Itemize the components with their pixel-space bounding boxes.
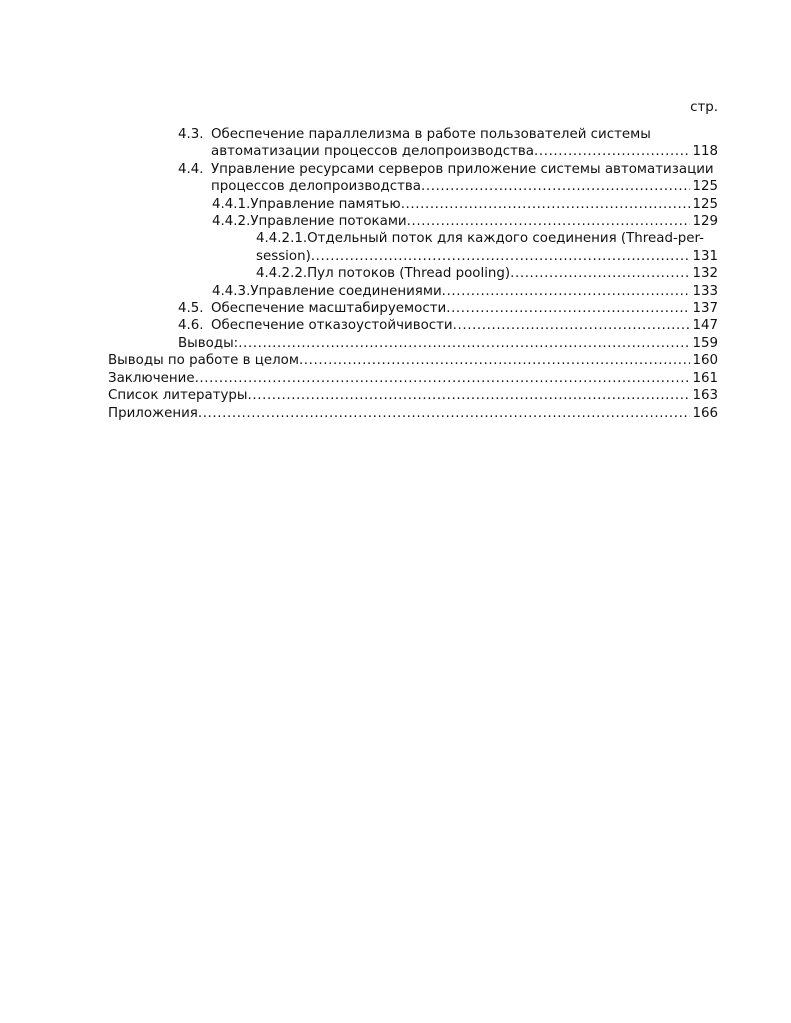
toc-title-line2: session) (256, 248, 311, 264)
toc-page-number: 159 (692, 335, 718, 351)
toc-leader (446, 300, 690, 317)
toc-entry-4-4-2-2[interactable] (256, 265, 718, 282)
toc-title: Обеспечение отказоустойчивости (211, 318, 453, 334)
toc-leader (510, 265, 690, 282)
toc-page-number: 163 (692, 388, 718, 404)
toc-entry-vyvody-total[interactable] (108, 352, 718, 369)
toc-title: Обеспечение масштабируемости (211, 301, 447, 317)
toc-title-line1: Управление ресурсами серверов приложение системы автоматизации (211, 161, 714, 177)
toc-title: 4.4.2.Управление потоками (212, 214, 407, 230)
toc-number: 4.4. (178, 161, 204, 177)
toc-entry-4-4-2-1[interactable] (256, 230, 718, 265)
toc-page-number: 160 (692, 353, 718, 369)
toc-title-line1: Обеспечение параллелизма в работе пользователей системы (211, 127, 651, 142)
toc-entry-4-4-3[interactable] (212, 283, 718, 300)
toc-page-number: 131 (692, 248, 718, 264)
toc-title: 4.4.2.2.Пул потоков (Thread pooling) (256, 266, 511, 282)
toc-entry-references[interactable] (108, 387, 718, 404)
toc-entry-appendix[interactable] (108, 405, 718, 422)
toc-number: 4.3. (178, 127, 204, 142)
toc-leader (248, 387, 691, 404)
toc-page-number: 161 (692, 370, 718, 386)
toc-page-number: 125 (692, 196, 718, 212)
toc-entry-4-4[interactable] (178, 161, 718, 196)
toc-leader (442, 283, 691, 300)
toc-title: Список литературы (108, 388, 248, 404)
toc-leader (401, 196, 691, 213)
toc-entry-4-3[interactable] (178, 126, 718, 161)
toc-page-number: 129 (692, 214, 718, 230)
toc-entry-vyvody[interactable] (178, 335, 718, 352)
toc-leader (299, 352, 690, 369)
toc-page-number: 132 (692, 266, 718, 282)
toc-entry-4-4-1[interactable] (212, 196, 718, 213)
toc-leader (195, 370, 691, 387)
toc-leader (453, 317, 691, 334)
toc-number: 4.5. (178, 301, 204, 317)
toc-title: 4.4.1.Управление памятью (212, 196, 401, 212)
toc-entry-conclusion[interactable] (108, 370, 718, 387)
toc-leader (198, 405, 691, 422)
toc-page-number: 166 (692, 405, 718, 421)
toc-leader (421, 178, 690, 195)
page-column-label: стр. (690, 100, 718, 115)
toc-entry-4-6[interactable] (178, 317, 718, 334)
toc-number: 4.6. (178, 318, 204, 334)
toc-title: Заключение (108, 370, 195, 386)
toc-title: 4.4.3.Управление соединениями (212, 283, 442, 299)
toc-page-number: 125 (692, 179, 718, 195)
toc-title: Выводы по работе в целом (108, 353, 299, 369)
toc-title-line1: 4.4.2.1.Отдельный поток для каждого соединения (Thread-per- (256, 231, 704, 247)
toc-leader (534, 143, 690, 160)
toc-leader (311, 248, 691, 265)
toc-entry-4-4-2[interactable] (212, 213, 718, 230)
toc-page-number: 133 (692, 283, 718, 299)
toc-page-number: 118 (692, 144, 718, 160)
toc-title-line2: процессов делопроизводства (211, 179, 421, 195)
toc-entry-4-5[interactable] (178, 300, 718, 317)
toc-page-number: 137 (692, 301, 718, 317)
table-of-contents (0, 126, 791, 422)
toc-leader (407, 213, 691, 230)
toc-leader (238, 335, 690, 352)
toc-title: Выводы: (178, 335, 239, 351)
toc-page-number: 147 (692, 318, 718, 334)
toc-title-line2: автоматизации процессов делопроизводства (211, 144, 534, 160)
toc-title: Приложения (108, 405, 198, 421)
